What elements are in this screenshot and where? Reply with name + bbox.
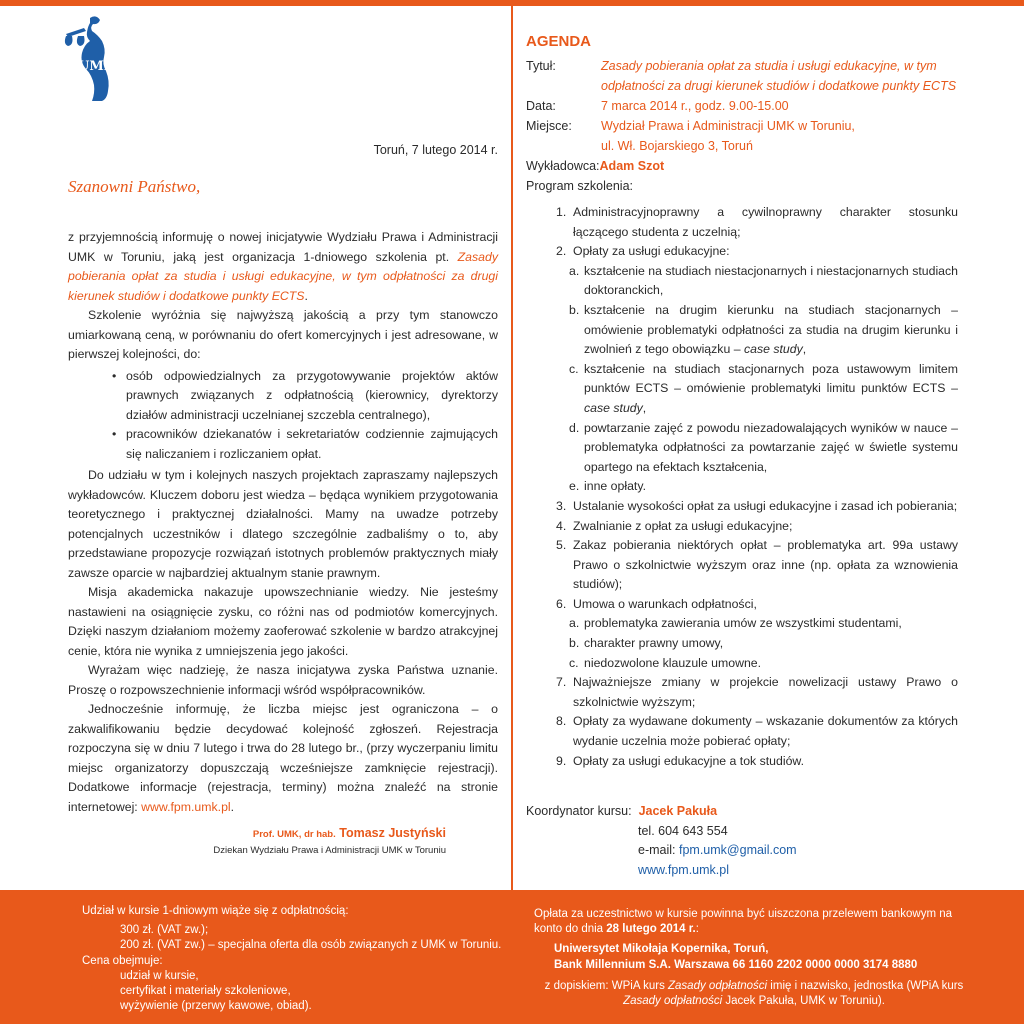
lecturer-label: Wykładowca:: [526, 159, 600, 173]
list-item: b. kształcenie na drugim kierunku na studiach stacjonarnych – omówienie problematyki odpłatności za studia na drugim kierunku i zwolnień z tego obowiązku – case study,: [569, 302, 958, 357]
list-item: a. kształcenie na studiach niestacjonarnych i niestacjonarnych studiach doktoranckich,: [569, 263, 958, 298]
letter-paragraph: Jednocześnie informuję, że liczba miejsc jest ograniczona – o zakwalifikowaniu będzie decydować kolejność zgłoszeń. Rejestracja rozpoczyna się w dniu 7 lutego i trwa do 28 lutego br., (przy wyczerpaniu limitu miejsc organizatorzy dopuszczają wcześniejsze zamknięcie rejestracji). Dodatkowe informacje (rejestracja, terminy) można znaleźć na stronie internetowej: www.fpm.umk.pl.: [68, 702, 498, 814]
coordinator-block: [526, 802, 797, 880]
payment-info: Opłata za uczestnictwo w kursie powinna być uiszczona przelewem bankowym na konto do dnia 28 lutego 2014 r.:: [534, 908, 953, 936]
includes-item: udział w kursie,: [120, 969, 199, 982]
list-item: 8. Opłaty za wydawane dokumenty – wskazanie dokumentów za których wydanie uczelnia może pobierać opłaty;: [556, 714, 958, 749]
list-item: c. niedozwolone klauzule umowne.: [569, 655, 762, 670]
list-item: e. inne opłaty.: [569, 479, 646, 494]
list-item: c. kształcenie na studiach stacjonarnych poza ustawowym limitem punktów ECTS – omówienie problematyki limitu punktów ECTS – case study,: [569, 361, 958, 415]
place-line-2: ul. Wł. Bojarskiego 3, Toruń: [601, 139, 753, 153]
bank-account: Bank Millennium S.A. Warszawa 66 1160 2202 0000 0000 3174 8880: [554, 958, 918, 971]
lecturer-name: Adam Szot: [599, 159, 665, 173]
list-item: 5. Zakaz pobierania niektórych opłat – problematyka art. 99a ustawy Prawo o szkolnictwie wyższym oraz inne (np. opłata za wznowienia studiów);: [556, 538, 958, 592]
signer-name: Tomasz Justyński: [339, 826, 446, 840]
price-special: 200 zł. (VAT zw.) – specjalna oferta dla osób związanych z UMK w Toruniu.: [120, 939, 502, 952]
signer-role: Dziekan Wydziału Prawa i Administracji UMK w Toruniu: [213, 845, 446, 856]
training-title: Zasady pobierania opłat za studia i usługi edukacyjne, w tym odpłatności za drugi kierunek studiów i dodatkowe punkty ECTS: [68, 249, 498, 303]
signer-title: Prof. UMK, dr hab.: [252, 829, 336, 840]
date-value: 7 marca 2014 r., godz. 9.00-15.00: [601, 99, 789, 113]
coordinator-name: Jacek Pakuła: [638, 804, 718, 818]
list-item: b. charakter prawny umowy,: [569, 636, 724, 651]
list-item: • pracowników dziekanatów i sekretariatów codziennie zajmujących się naliczaniem i rozliczaniem opłat.: [126, 425, 498, 464]
signature-block: [200, 826, 446, 856]
agenda-heading: AGENDA: [526, 33, 592, 50]
list-item: 9. Opłaty za usługi edukacyjne a tok studiów.: [556, 753, 805, 768]
email-link[interactable]: fpm.umk@gmail.com: [679, 843, 797, 858]
transfer-note: z dopiskiem: WPiA kurs Zasady odpłatności imię i nazwisko, jednostka (WPiA kurs Zasady odpłatności Jacek Pakuła, UMK w Toruniu).: [544, 979, 964, 1008]
column-divider: [511, 6, 513, 890]
footer-payment: [534, 907, 974, 1009]
email-label: e-mail:: [638, 843, 676, 858]
umk-logo: [60, 14, 130, 104]
list-item: • osób odpowiedzialnych za przygotowywanie projektów aktów prawnych związanych z odpłatnością (kierownicy, dyrektorzy działów administracji uczelnianej szczebla centralnego),: [126, 367, 498, 426]
pricing-heading: Udział w kursie 1-dniowym wiąże się z odpłatnością:: [82, 905, 349, 917]
includes-item: certyfikat i materiały szkoleniowe,: [120, 985, 291, 998]
svg-text:UMK: UMK: [78, 59, 116, 74]
letter-paragraph: Szkolenie wyróżnia się najwyższą jakością a przy tym stanowczo umiarkowaną ceną, w porównaniu do ofert komercyjnych i jest adresowane, w pierwszej kolejności, do:: [68, 308, 498, 361]
list-item: 4. Zwalnianie z opłat za usługi edukacyjne;: [556, 518, 793, 533]
letter-date: Toruń, 7 lutego 2014 r.: [373, 143, 498, 157]
list-item: a. problematyka zawierania umów ze wszystkimi studentami,: [569, 616, 902, 631]
coordinator-phone: tel. 604 643 554: [638, 823, 728, 838]
letter-body: [68, 228, 498, 817]
date-label: Data:: [526, 99, 556, 113]
list-item: 2. Opłaty za usługi edukacyjne:: [556, 244, 730, 259]
website-link[interactable]: www.fpm.umk.pl: [141, 799, 231, 814]
audience-list: [126, 367, 498, 465]
title-label: Tytuł:: [526, 59, 556, 73]
list-item: d. powtarzanie zajęć z powodu niezadowalających wyników w nauce – problematyka odpłatności za powtarzanie zajęć w świetle systemu opartego na efektach kształcenia,: [569, 420, 958, 474]
coordinator-label: Koordynator kursu:: [526, 804, 632, 818]
place-line-1: Wydział Prawa i Administracji UMK w Toruniu,: [601, 119, 855, 133]
program-label: Program szkolenia:: [526, 179, 633, 193]
place-label: Miejsce:: [526, 119, 572, 133]
letter-paragraph: z przyjemnością informuję o nowej inicjatywie Wydziału Prawa i Administracji UMK w Toruniu, jaką jest organizacja 1-dniowego szkolenia pt. Zasady pobierania opłat za studia i usługi edukacyjne, w tym odpłatności za drugi kierunek studiów i dodatkowe punkty ECTS.: [68, 230, 498, 303]
bank-name: Uniwersytet Mikołaja Kopernika, Toruń,: [554, 943, 769, 956]
footer-pricing: [82, 904, 512, 1014]
website-link[interactable]: www.fpm.umk.pl: [638, 862, 729, 877]
letter-paragraph: Do udziału w tym i kolejnych naszych projektach zapraszamy najlepszych wykładowców. Kluczem doboru jest wiedza – będąca wynikiem przygotowania teoretycznego i praktycznej działalności. Mamy na uwadze potrzeby potencjalnych uczestników i dlatego szczególnie zadbaliśmy o to, aby przedstawiane propozycje rozwiązań istotnych problemów praktycznych miały zawsze oparcie w najbardziej aktualnym stanie prawnym.: [68, 468, 498, 580]
list-item: 7. Najważniejsze zmiany w projekcie nowelizacji ustawy Prawo o szkolnictwie wyższym;: [556, 675, 958, 709]
salutation: Szanowni Państwo,: [68, 177, 201, 196]
list-item: 6. Umowa o warunkach odpłatności,: [556, 596, 757, 611]
agenda-meta: [526, 56, 966, 196]
title-value: Zasady pobierania opłat za studia i usługi edukacyjne, w tym odpłatności za drugi kierunek studiów i dodatkowe punkty ECTS: [601, 59, 957, 93]
list-item: 1. Administracyjnoprawny a cywilnoprawny charakter stosunku łączącego studenta z uczelnią;: [556, 205, 958, 239]
letter-paragraph: Wyrażam więc nadzieję, że nasza inicjatywa zyska Państwa uznanie. Proszę o rozpowszechnienie informacji wśród współpracowników.: [68, 663, 498, 697]
includes-heading: Cena obejmuje:: [82, 954, 163, 967]
letter-paragraph: Misja akademicka nakazuje upowszechnianie wiedzy. Nie jesteśmy nastawieni na osiągnięcie zysku, co różni nas od podmiotów komercyjnych. Dzięki naszym działaniom możemy zaoferować szkolenie w bardzo atrakcyjnej cenie, która nie wynika z umniejszenia jego jakości.: [68, 585, 498, 658]
includes-item: wyżywienie (przerwy kawowe, obiad).: [120, 1000, 312, 1013]
program-list: [556, 203, 958, 771]
list-item: 3. Ustalanie wysokości opłat za usługi edukacyjne i zasad ich pobierania;: [556, 498, 958, 513]
price-standard: 300 zł. (VAT zw.);: [120, 924, 209, 937]
